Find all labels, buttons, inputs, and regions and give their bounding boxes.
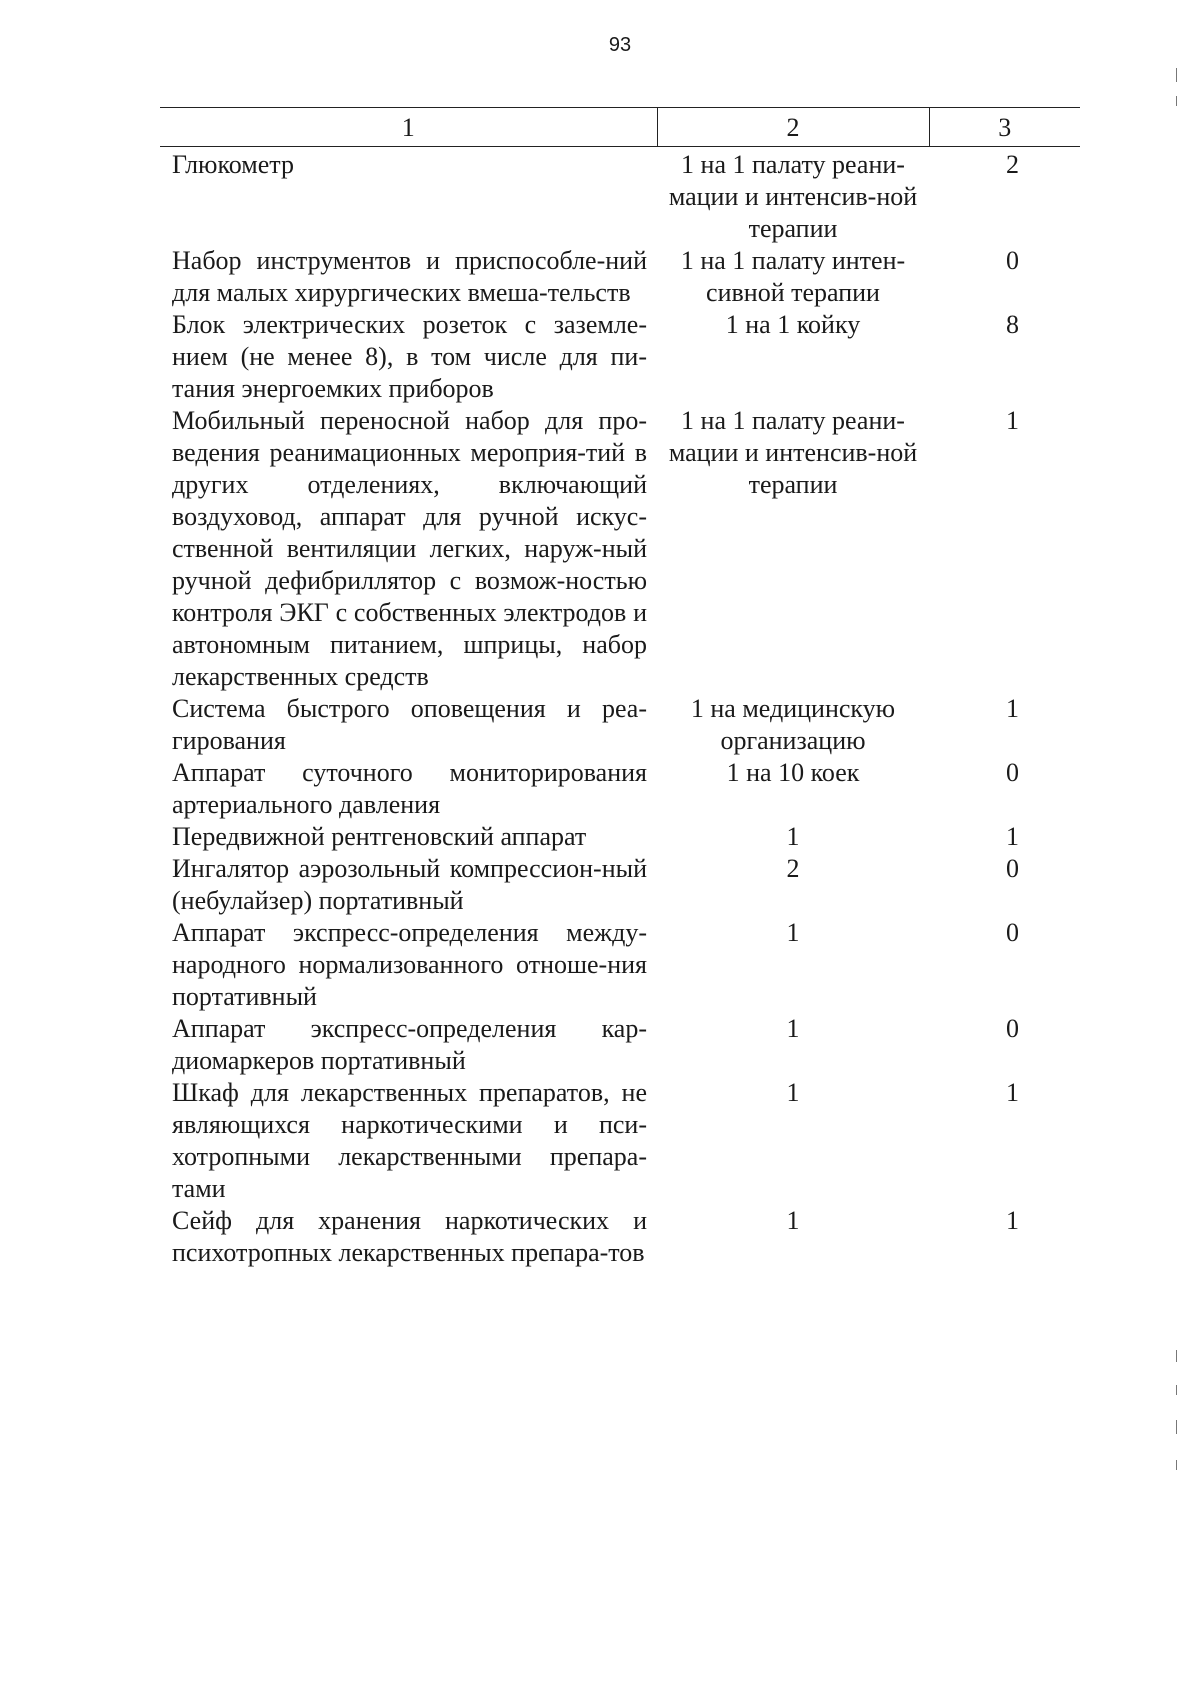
norm-cell: 1 на 1 палату реани-мации и интенсив-ной терапии xyxy=(668,406,918,499)
equipment-name-cell: Аппарат экспресс-определения кар-диомаркеров портативный xyxy=(172,1014,647,1075)
header-row xyxy=(160,108,1080,147)
table-row xyxy=(160,405,1080,693)
table-row xyxy=(160,245,1080,309)
equipment-table xyxy=(160,107,1080,1269)
table-row xyxy=(160,693,1080,757)
quantity-cell: 0 xyxy=(1006,246,1019,275)
quantity-cell: 1 xyxy=(1006,406,1019,435)
quantity-cell: 0 xyxy=(1006,918,1019,947)
column-header-3: 3 xyxy=(929,108,1080,147)
norm-cell: 1 xyxy=(786,1078,800,1107)
quantity-cell: 1 xyxy=(1006,1206,1019,1235)
equipment-name-cell: Передвижной рентгеновский аппарат xyxy=(172,822,587,851)
equipment-name-cell: Блок электрических розеток с заземле-нием (не менее 8), в том числе для пи-тания энергоемких приборов xyxy=(172,310,647,403)
equipment-name-cell: Мобильный переносной набор для про-ведения реанимационных мероприя-тий в других отделениях, включающий воздуховод, аппарат для ручной искус-ственной вентиляции легких, наруж-ный ручной дефибриллятор с возмож-ностью контроля ЭКГ с собственных электродов и автономным питанием, шприцы, набор лекарственных средств xyxy=(172,406,647,691)
norm-cell: 1 xyxy=(786,1014,800,1043)
scan-speck xyxy=(1176,1460,1177,1470)
table-row xyxy=(160,853,1080,917)
quantity-cell: 8 xyxy=(1006,310,1019,339)
table-row xyxy=(160,1013,1080,1077)
scan-speck xyxy=(1176,1385,1177,1395)
norm-cell: 1 xyxy=(786,1206,800,1235)
quantity-cell: 0 xyxy=(1006,854,1019,883)
norm-cell: 1 на 1 палату реани-мации и интенсив-ной терапии xyxy=(668,150,918,243)
table-row xyxy=(160,917,1080,1013)
norm-cell: 1 xyxy=(786,918,800,947)
quantity-cell: 2 xyxy=(1006,150,1019,179)
quantity-cell: 1 xyxy=(1006,694,1019,723)
table-header xyxy=(160,108,1080,147)
table-body xyxy=(160,147,1080,1270)
table-row xyxy=(160,1205,1080,1269)
quantity-cell: 0 xyxy=(1006,1014,1019,1043)
norm-cell: 1 на 1 палату интен-сивной терапии xyxy=(680,246,906,307)
scan-speck xyxy=(1176,1350,1177,1362)
scan-speck xyxy=(1176,96,1177,106)
table-row xyxy=(160,757,1080,821)
column-header-1: 1 xyxy=(160,108,657,147)
table-row xyxy=(160,309,1080,405)
equipment-name-cell: Аппарат экспресс-определения между-народного нормализованного отноше-ния портативный xyxy=(172,918,647,1011)
equipment-name-cell: Сейф для хранения наркотических и психотропных лекарственных препара-тов xyxy=(172,1206,647,1267)
equipment-name-cell: Ингалятор аэрозольный компрессион-ный (небулайзер) портативный xyxy=(172,854,647,915)
norm-cell: 1 на 1 койку xyxy=(725,310,861,339)
norm-cell: 1 xyxy=(786,822,800,851)
quantity-cell: 1 xyxy=(1006,1078,1019,1107)
equipment-name-cell: Аппарат суточного мониторирования артериального давления xyxy=(172,758,647,819)
norm-cell: 1 на 10 коек xyxy=(726,758,860,787)
table-row xyxy=(160,147,1080,246)
table-row xyxy=(160,821,1080,853)
quantity-cell: 1 xyxy=(1006,822,1019,851)
table-row xyxy=(160,1077,1080,1205)
column-header-2: 2 xyxy=(657,108,929,147)
quantity-cell: 0 xyxy=(1006,758,1019,787)
page-number: 93 xyxy=(608,34,632,56)
equipment-name-cell: Система быстрого оповещения и реа-гирования xyxy=(172,694,647,755)
scan-speck xyxy=(1176,68,1177,82)
equipment-name-cell: Шкаф для лекарственных препаратов, не являющихся наркотическими и пси-хотропными лекарственными препара-тами xyxy=(172,1078,647,1203)
equipment-name-cell: Набор инструментов и приспособле-ний для малых хирургических вмеша-тельств xyxy=(172,246,647,307)
norm-cell: 1 на медицинскую организацию xyxy=(690,694,896,755)
norm-cell: 2 xyxy=(786,854,800,883)
equipment-name-cell: Глюкометр xyxy=(172,150,294,179)
scan-speck xyxy=(1176,1420,1177,1434)
